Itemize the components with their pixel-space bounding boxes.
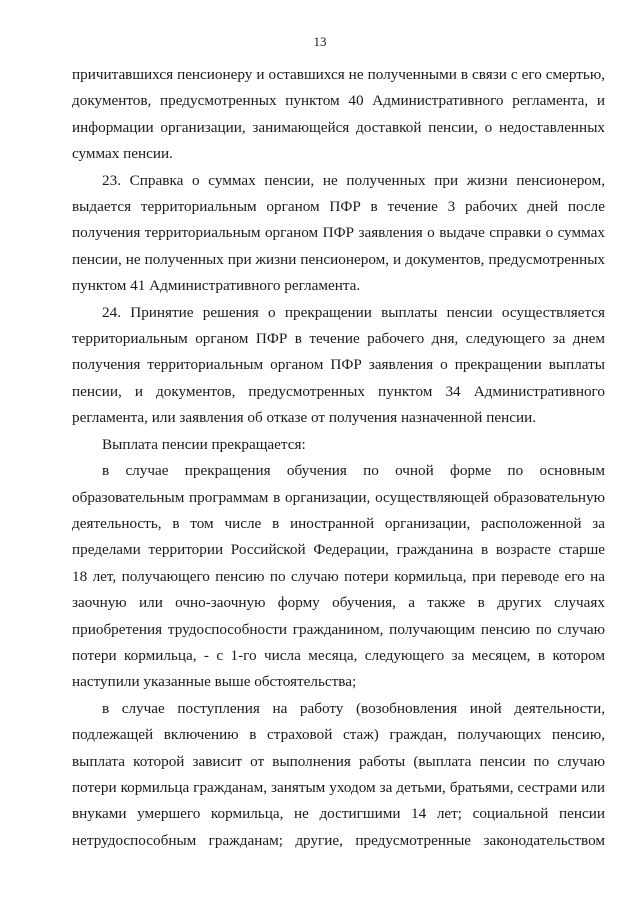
text-line: внуками умершего кормильца, не достигшими 14 лет; социальной пенсии	[72, 805, 605, 823]
paragraph-p-study	[72, 458, 605, 696]
paragraph-p24	[72, 300, 605, 432]
text-line: суммах пенсии.	[72, 145, 173, 163]
text-line: 23. Справка о суммах пенсии, не полученных при жизни пенсионером,	[102, 171, 605, 189]
text-line: подлежащей включению в страховой стаж) граждан, получающих пенсию,	[72, 726, 605, 744]
text-line: получения территориальным органом ПФР заявления о прекращении выплаты	[72, 356, 605, 374]
text-line: заочную или очно-заочную форму обучения, а также в других случаях	[72, 594, 605, 612]
text-line: наступили указанные выше обстоятельства;	[72, 673, 357, 691]
text-line: нетрудоспособным гражданам; другие, предусмотренные законодательством	[72, 831, 605, 849]
text-line: пунктом 41 Административного регламента.	[72, 277, 361, 295]
paragraph-p0	[72, 62, 605, 168]
text-line: 24. Принятие решения о прекращении выплаты пенсии осуществляется	[102, 303, 605, 321]
text-line: в случае поступления на работу (возобновления иной деятельности,	[102, 699, 605, 717]
text-line: в случае прекращения обучения по очной форме по основным	[102, 462, 605, 480]
text-line: пенсии, не полученных при жизни пенсионером, и документов, предусмотренных	[72, 250, 605, 268]
text-line: потери кормильца, - с 1-го числа месяца, следующего за месяцем, в котором	[72, 646, 605, 664]
text-line: приобретения трудоспособности гражданином, получающим пенсию по случаю	[72, 620, 605, 638]
paragraph-p23	[72, 168, 605, 300]
text-line: получения территориальным органом ПФР заявления о выдаче справки о суммах	[72, 224, 605, 242]
text-line: образовательным программам в организации, осуществляющей образовательную	[72, 488, 605, 506]
page-number: 13	[313, 34, 327, 49]
text-line: документов, предусмотренных пунктом 40 Административного регламента, и	[72, 92, 605, 110]
text-line: деятельность, в том числе в иностранной организации, расположенной за	[72, 514, 605, 532]
paragraph-p-work	[72, 696, 605, 854]
text-line: потери кормильца гражданам, занятым уходом за детьми, братьями, сестрами или	[72, 778, 605, 796]
document-body	[72, 62, 605, 854]
text-line: Выплата пенсии прекращается:	[102, 435, 306, 453]
text-line: территориальным органом ПФР в течение рабочего дня, следующего за днем	[72, 330, 605, 348]
text-line: пределами территории Российской Федерации, гражданина в возрасте старше	[72, 541, 605, 559]
text-line: причитавшихся пенсионеру и оставшихся не полученными в связи с его смертью,	[72, 66, 605, 83]
text-line: выплата которой зависит от выполнения работы (выплата пенсии по случаю	[72, 752, 605, 770]
paragraph-p-stop	[72, 432, 605, 458]
text-line: информации организации, занимающейся доставкой пенсии, о недоставленных	[72, 118, 605, 136]
text-line: пенсии, и документов, предусмотренных пунктом 34 Административного	[72, 382, 605, 400]
text-line: регламента, или заявления об отказе от получения назначенной пенсии.	[72, 409, 537, 427]
text-line: выдается территориальным органом ПФР в течение 3 рабочих дней после	[72, 198, 605, 216]
text-line: 18 лет, получающего пенсию по случаю потери кормильца, при переводе его на	[72, 567, 605, 585]
